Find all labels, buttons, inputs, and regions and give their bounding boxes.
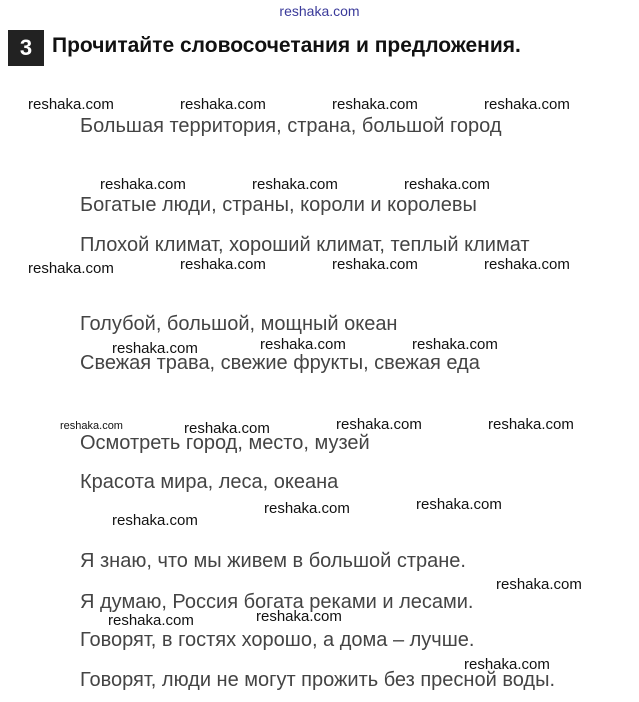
watermark: reshaka.com xyxy=(464,656,550,673)
watermark: reshaka.com xyxy=(252,176,338,193)
exercise-number-badge: 3 xyxy=(8,30,44,66)
watermark: reshaka.com xyxy=(112,512,198,529)
phrase-line-4: Голубой, большой, мощный океан xyxy=(80,313,398,335)
watermark: reshaka.com xyxy=(112,340,198,357)
watermark: reshaka.com xyxy=(184,420,270,437)
phrase-line-2: Богатые люди, страны, короли и королевы xyxy=(80,194,477,216)
site-header-link[interactable]: reshaka.com xyxy=(279,3,360,19)
watermark: reshaka.com xyxy=(28,96,114,113)
watermark: reshaka.com xyxy=(180,96,266,113)
exercise-title: Прочитайте словосочетания и предложения. xyxy=(52,34,521,57)
watermark: reshaka.com xyxy=(488,416,574,433)
phrase-line-5: Свежая трава, свежие фрукты, свежая еда xyxy=(80,352,480,374)
watermark: reshaka.com xyxy=(332,96,418,113)
watermark: reshaka.com xyxy=(28,260,114,277)
watermark: reshaka.com xyxy=(264,500,350,517)
watermark: reshaka.com xyxy=(332,256,418,273)
watermark: reshaka.com xyxy=(108,612,194,629)
watermark: reshaka.com xyxy=(412,336,498,353)
watermark: reshaka.com xyxy=(404,176,490,193)
watermark: reshaka.com xyxy=(484,96,570,113)
phrase-line-6: Осмотреть город, место, музей xyxy=(80,432,370,454)
sentence-line-4: Говорят, люди не могут прожить без пресной воды. xyxy=(80,669,555,691)
watermark: reshaka.com xyxy=(336,416,422,433)
watermark: reshaka.com xyxy=(256,608,342,625)
sentence-line-3: Говорят, в гостях хорошо, а дома – лучше. xyxy=(80,629,475,651)
phrase-line-3: Плохой климат, хороший климат, теплый климат xyxy=(80,234,530,256)
phrase-line-7: Красота мира, леса, океана xyxy=(80,471,339,493)
watermark: reshaka.com xyxy=(484,256,570,273)
watermark: reshaka.com xyxy=(260,336,346,353)
watermark: reshaka.com xyxy=(416,496,502,513)
sentence-line-2: Я думаю, Россия богата реками и лесами. xyxy=(80,591,474,613)
phrase-line-1: Большая территория, страна, большой город xyxy=(80,115,502,137)
sentence-line-1: Я знаю, что мы живем в большой стране. xyxy=(80,550,466,572)
watermark: reshaka.com xyxy=(100,176,186,193)
watermark: reshaka.com xyxy=(180,256,266,273)
watermark: reshaka.com xyxy=(496,576,582,593)
watermark: reshaka.com xyxy=(60,420,123,432)
